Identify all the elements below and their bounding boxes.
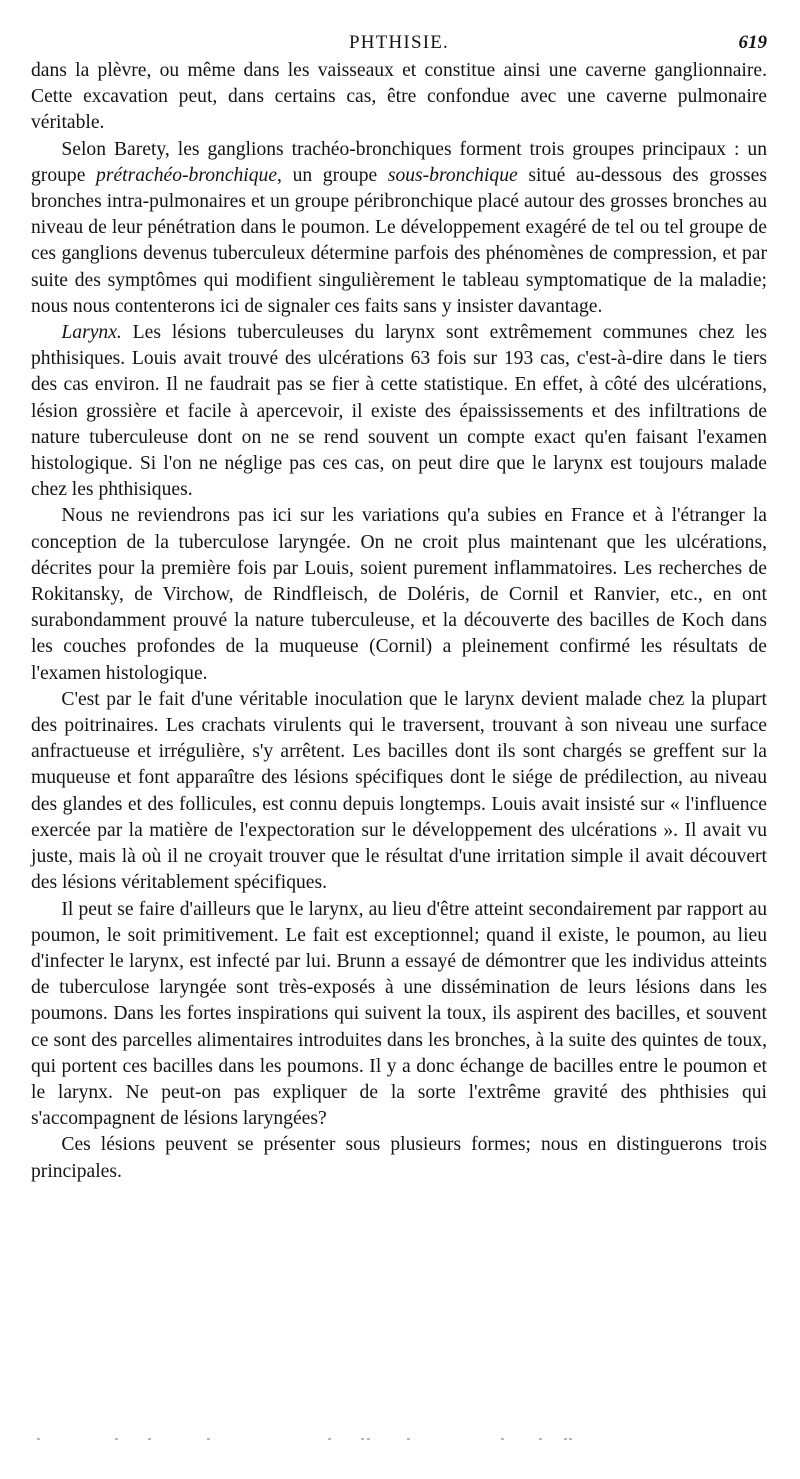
paragraph-p3 <box>31 320 767 503</box>
italic-term: prétrachéo-bronchique <box>96 164 278 186</box>
paragraph-p6 <box>31 897 767 1133</box>
text-run: Ces lésions peuvent se présenter sous plusieurs formes; nous en distinguerons trois principales. <box>31 1134 767 1182</box>
text-run: Selon Barety, les ganglions trachéo-bronchiques forment trois groupes principaux : un groupe <box>31 138 767 186</box>
text-run: Les lésions tuberculeuses du larynx sont extrêmement communes chez les phthisiques. Louis avait trouvé des ulcérations 63 fois sur 193 cas, c'est-à-dire dans le tiers des cas environ. Il ne faudrait pas se fier à cette statistique. En effet, à côté des ulcérations, lésion grossière et facile à apercevoir, il existe des épaississements et des infiltrations de nature tuberculeuse dont on ne se rend souvent un compte exact qu'en faisant l'examen histologique. Si l'on ne néglige pas ces cas, on peut dire que le larynx est toujours malade chez les phthisiques. <box>31 322 767 501</box>
text-run: Il peut se faire d'ailleurs que le larynx, au lieu d'être atteint secondairement par rapport au poumon, le soit primitivement. Le fait est exceptionnel; quand il existe, le poumon, au lieu d'infecter le larynx, est infecté par lui. Brunn a essayé de démontrer que les individus atteints de tuberculose laryngée sont très-exposés à une dissémination de leurs lésions dans les poumons. Dans les fortes inspirations qui suivent la toux, ils aspirent des bacilles, et souvent ce sont des parcelles alimentaires introduites dans les bronches, à la suite des quintes de toux, qui portent ces bacilles dans les poumons. Il y a donc échange de bacilles entre le poumon et le larynx. Ne peut-on pas expliquer de la sorte l'extrême gravité des phthisies qui s'accompagnent de lésions laryngées? <box>31 898 767 1130</box>
paragraph-p5 <box>31 687 767 897</box>
italic-term: sous-bronchique <box>387 164 518 186</box>
paragraph-p2 <box>31 137 767 320</box>
text-run: Nous ne reviendrons pas ici sur les variations qu'a subies en France et à l'étranger la conception de la tuberculose laryngée. On ne croit plus maintenant que les ulcérations, décrites pour la première fois par Louis, soient purement inflammatoires. Les recherches de Rokitansky, de Virchow, de Rindfleisch, de Doléris, de Cornil et Ranvier, etc., en ont surabondamment prouvé la nature tuberculeuse, et la découverte des bacilles de Koch dans les couches profondes de la muqueuse (Cornil) a pleinement confirmé les résultats de l'examen histologique. <box>31 505 767 684</box>
book-page <box>31 28 767 1185</box>
text-run: situé au-dessous des grosses bronches intra-pulmonaires et un groupe péribronchique placé autour des grosses bronches au niveau de leur pénétration dans le poumon. Le développement exagéré de tel ou tel groupe de ces ganglions devenus tuberculeux détermine parfois des phénomènes de compression, et par suite des symptômes qui modifient singulièrement le tableau symptomatique de la maladie; nous nous contenterons ici de signaler ces faits sans y insister davantage. <box>31 164 767 317</box>
page-number: 619 <box>738 32 767 53</box>
paragraph-p7 <box>31 1132 767 1184</box>
footer-specks <box>31 1438 767 1448</box>
text-run: dans la plèvre, ou même dans les vaisseaux et constitue ainsi une caverne ganglionnaire. Cette excavation peut, dans certains cas, être confondue avec une caverne pulmonaire véritable. <box>31 60 767 134</box>
body-text <box>31 58 767 1185</box>
running-title: PHTHISIE. <box>349 32 449 53</box>
text-run: C'est par le fait d'une véritable inoculation que le larynx devient malade chez la plupart des poitrinaires. Les crachats virulents qui le traversent, trouvant à son niveau une surface anfractueuse et irrégulière, s'y arrêtent. Les bacilles dont ils sont chargés se greffent sur la muqueuse et font apparaître des lésions spécifiques dont le siége de prédilection, au niveau des glandes et des follicules, est connu depuis longtemps. Louis avait insisté sur « l'influence exercée par la matière de l'expectoration sur le développement des ulcérations ». Il avait vu juste, mais là où il ne croyait trouver que le résultat d'une irritation simple il avait découvert des lésions véritablement spécifiques. <box>31 688 767 894</box>
page-header <box>31 28 767 58</box>
paragraph-p4 <box>31 503 767 686</box>
paragraph-p1 <box>31 58 767 137</box>
text-run: , un groupe <box>277 164 388 186</box>
italic-term: Larynx. <box>61 322 122 344</box>
